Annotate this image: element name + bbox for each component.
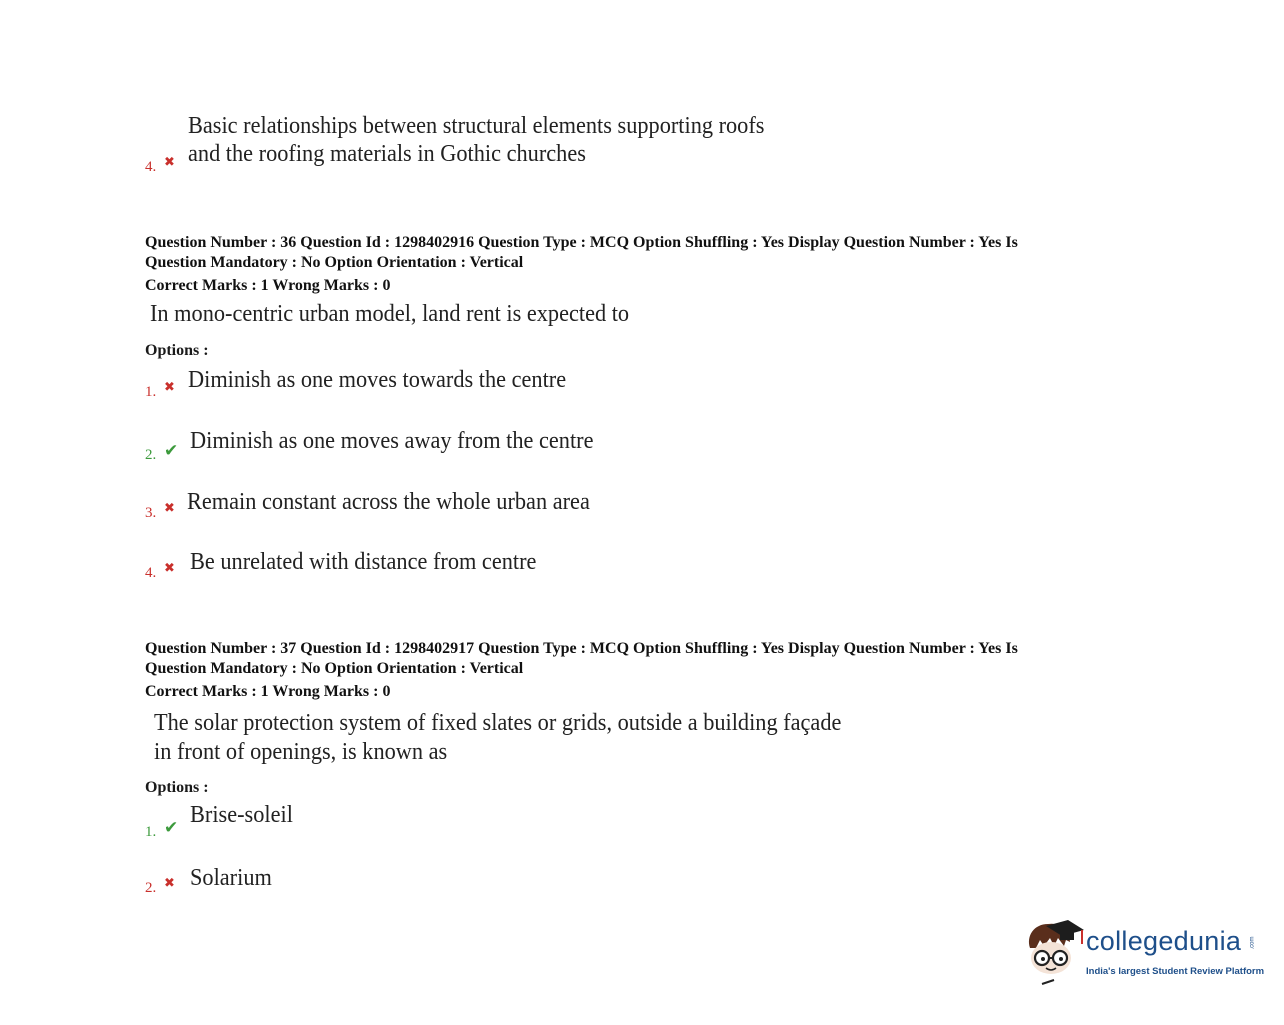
- q36-option-3-text: Remain constant across the whole urban area: [187, 489, 590, 515]
- q36-meta-line1: Question Number : 36 Question Id : 1298402916 Question Type : MCQ Option Shuffling : Yes Display Question Number : Yes Is: [145, 234, 1018, 251]
- q36-option-1-label: [145, 379, 175, 401]
- q36-option-2-text: Diminish as one moves away from the centre: [190, 428, 594, 454]
- check-mark-icon: ✔: [164, 818, 179, 837]
- wrong-mark-icon: ✖: [164, 379, 175, 394]
- option-number: 3.: [145, 505, 157, 521]
- q36-options-label: Options :: [145, 342, 209, 359]
- q37-meta-line2: Question Mandatory : No Option Orientation : Vertical: [145, 660, 524, 677]
- q37-option-2-text: Solarium: [190, 865, 272, 891]
- logo-wordmark: collegedunia: [1086, 926, 1242, 956]
- q36-option-3-label: [145, 500, 175, 522]
- wrong-mark-icon: ✖: [164, 875, 175, 890]
- check-mark-icon: ✔: [164, 441, 179, 460]
- q37-option-1-text: Brise-soleil: [190, 802, 293, 828]
- prev-option-4-text-line1: Basic relationships between structural elements supporting roofs: [188, 113, 765, 139]
- q36-option-1-text: Diminish as one moves towards the centre: [188, 367, 567, 393]
- mascot-icon: [1024, 918, 1086, 990]
- option-number: 1.: [145, 824, 157, 840]
- wrong-mark-icon: ✖: [164, 154, 175, 169]
- q37-options-label: Options :: [145, 779, 209, 796]
- q37-marks: Correct Marks : 1 Wrong Marks : 0: [145, 683, 391, 700]
- option-number: 2.: [145, 447, 157, 463]
- q36-option-4-text: Be unrelated with distance from centre: [190, 549, 537, 575]
- logo-tagline: India's largest Student Review Platform: [1086, 966, 1265, 977]
- q37-option-1-label: [145, 818, 179, 841]
- q37-option-2-label: [145, 875, 175, 897]
- q36-option-4-label: [145, 560, 175, 582]
- q36-meta-line2: Question Mandatory : No Option Orientation : Vertical: [145, 254, 524, 271]
- prev-option-4-text-line2: and the roofing materials in Gothic churches: [188, 141, 586, 167]
- logo-domain: .com: [1249, 936, 1256, 950]
- wrong-mark-icon: ✖: [164, 560, 175, 575]
- prev-option-4-label: [145, 154, 175, 176]
- q37-meta-line1: Question Number : 37 Question Id : 1298402917 Question Type : MCQ Option Shuffling : Yes Display Question Number : Yes Is: [145, 640, 1018, 657]
- q36-option-2-label: [145, 441, 179, 464]
- q36-question-text: In mono-centric urban model, land rent is expected to: [150, 301, 630, 327]
- option-number: 4.: [145, 159, 157, 175]
- option-number: 4.: [145, 565, 157, 581]
- wrong-mark-icon: ✖: [164, 500, 175, 515]
- option-number: 2.: [145, 880, 157, 896]
- q37-question-line1: The solar protection system of fixed slates or grids, outside a building façade: [154, 710, 842, 736]
- collegedunia-logo: [1024, 918, 1264, 990]
- q36-marks: Correct Marks : 1 Wrong Marks : 0: [145, 277, 391, 294]
- option-number: 1.: [145, 384, 157, 400]
- q37-question-line2: in front of openings, is known as: [154, 739, 448, 765]
